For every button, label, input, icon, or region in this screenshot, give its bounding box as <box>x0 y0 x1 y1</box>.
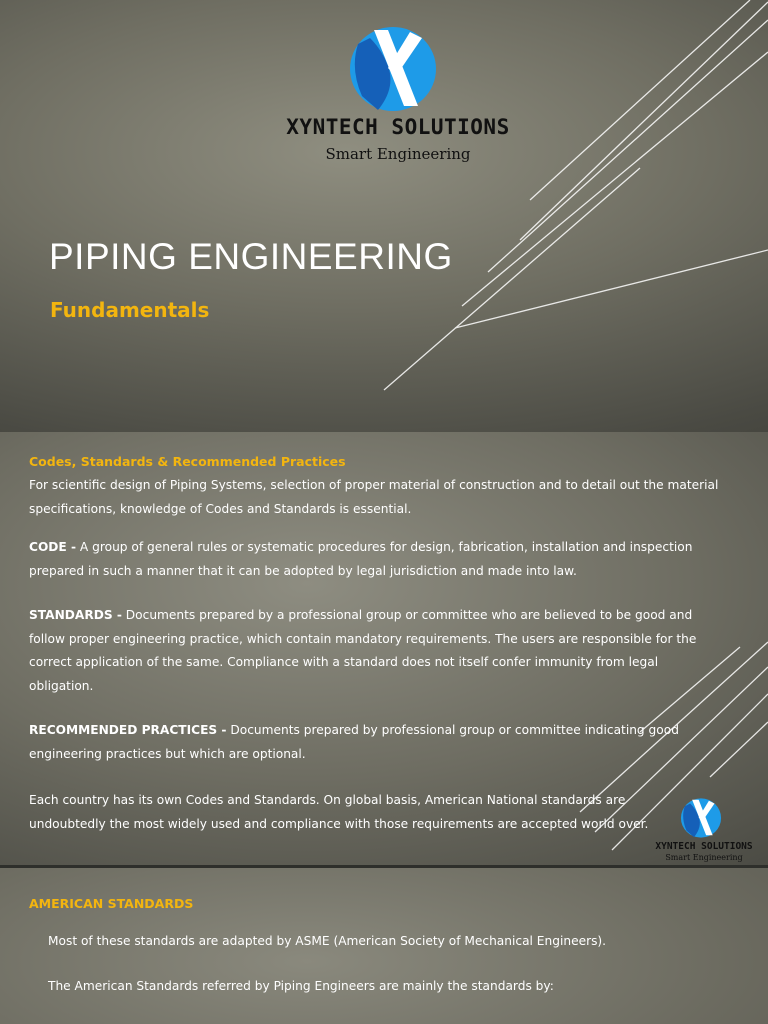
closing-paragraph: Each country has its own Codes and Standards. On global basis, American National standards are undoubtedly the most widely used and compliance with those requirements are accepted world over. <box>29 793 649 831</box>
slide-subtitle: Fundamentals <box>50 298 210 322</box>
section-heading: AMERICAN STANDARDS <box>29 896 194 911</box>
standards-term: STANDARDS - <box>29 608 122 622</box>
codes-standards-slide <box>0 432 768 865</box>
slide-title: PIPING ENGINEERING <box>49 236 453 277</box>
xyntech-logo-icon <box>348 26 438 112</box>
title-slide <box>0 0 768 432</box>
american-standards-slide <box>0 868 768 1024</box>
asme-paragraph: Most of these standards are adapted by ASME (American Society of Mechanical Engineers). <box>48 934 607 948</box>
standards-text: Documents prepared by a professional group or committee who are believed to be good and follow proper engineering practice, which contain mandatory requirements. The users are responsible for the correct application of the same. Compliance with a standard does not itself confer immunity from legal obligation. <box>29 608 697 693</box>
recommended-term: RECOMMENDED PRACTICES - <box>29 723 227 737</box>
standards-definition <box>29 604 719 698</box>
logo-small-tagline: Smart Engineering <box>665 853 743 862</box>
intro-paragraph: For scientific design of Piping Systems, selection of proper material of construction and to detail out the material specifications, knowledge of Codes and Standards is essential. <box>29 478 719 516</box>
standards-intro-paragraph: The American Standards referred by Piping Engineers are mainly the standards by: <box>48 979 554 993</box>
code-term: CODE - <box>29 540 77 554</box>
code-definition <box>29 536 719 583</box>
logo-tagline: Smart Engineering <box>325 145 471 163</box>
section-heading: Codes, Standards & Recommended Practices <box>29 454 346 469</box>
logo-company-name: XYNTECH SOLUTIONS <box>286 115 510 139</box>
logo-small-company-name: XYNTECH SOLUTIONS <box>655 841 753 852</box>
xyntech-logo-small-icon <box>680 797 722 839</box>
code-text: A group of general rules or systematic procedures for design, fabrication, installation and inspection prepared in such a manner that it can be adopted by legal jurisdiction and made into law. <box>29 540 693 578</box>
recommended-definition <box>29 719 719 766</box>
recommended-text: Documents prepared by professional group or committee indicating good engineering practices but which are optional. <box>29 723 679 761</box>
